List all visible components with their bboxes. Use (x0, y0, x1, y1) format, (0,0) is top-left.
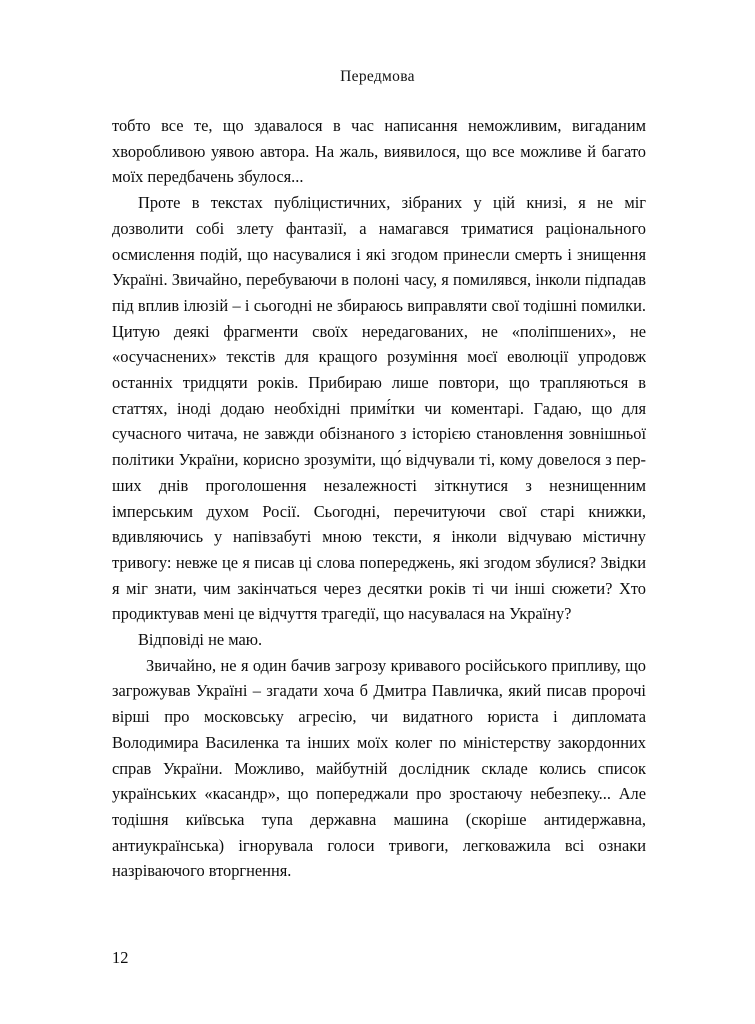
paragraph: тобто все те, що здавалося в час написання неможливим, вигаданим хворобливою уявою автора. На жаль, виявилося, що все можливе й багато моїх передбачень збулося... (112, 116, 646, 187)
running-head: Передмова (340, 68, 415, 85)
body-text (112, 113, 646, 884)
page-number: 12 (112, 948, 129, 967)
paragraph: Звичайно, не я один бачив загрозу кривавого російського припливу, що загрожував Україні – згадати хоча б Дмитра Павличка, який писав пророчі вірші про московську агресію, чи видатного юриста і дипломата Володимира Василенка та інших моїх колег по міністерству закордонних справ України. Можливо, майбутній дослідник складе колись список українських «касандр», що попереджали про зростаючу небезпеку... Але тодішня київська тупа державна машина (скоріше антидержавна, антиукраїнська) ігнорувала голоси тривоги, легковажила всі ознаки назріваючого вторгнення. (112, 655, 646, 881)
paragraph: Проте в текстах публіцистичних, зібраних у цій книзі, я не міг дозволити собі злету фантазії, а намагався триматися раціонального осмислення подій, що насувалися і які згодом принесли смерть і знищення Україні. Звичайно, перебуваючи в полоні часу, я помилявся, інколи підпадав під вплив ілюзій – і сьогодні не збираюсь виправляти свої тодішні помилки. Цитую деякі фрагменти своїх нередагованих, не «поліпшених», не «осучаснених» текстів для кращого розуміння моєї еволюції упродовж останніх тридцяти років. Прибираю лише повтори, що трапляються в статтях, іноді додаю необхідні примі́тки чи коментарі. Гадаю, що для сучасного читача, не завжди обізнаного з історією становлення зовнішньої політики України, корисно зрозуміти, що́ відчували ті, кому довелося з перших днів проголошення незалежності зіткнутися з незнищенним імперським духом Росії. Сьогодні, перечитуючи свої старі книжки, вдивляючись у напівзабуті мною тексти, я інколи відчуваю містичну тривогу: невже це я писав ці слова попереджень, які згодом збулися? Звідки я міг знати, чим закінчаться через десятки років ті чи інші сюжети? Хто продиктував мені це відчуття трагедії, що насувалася на Україну? (112, 193, 646, 624)
paragraph: Відповіді не маю. (138, 630, 263, 650)
